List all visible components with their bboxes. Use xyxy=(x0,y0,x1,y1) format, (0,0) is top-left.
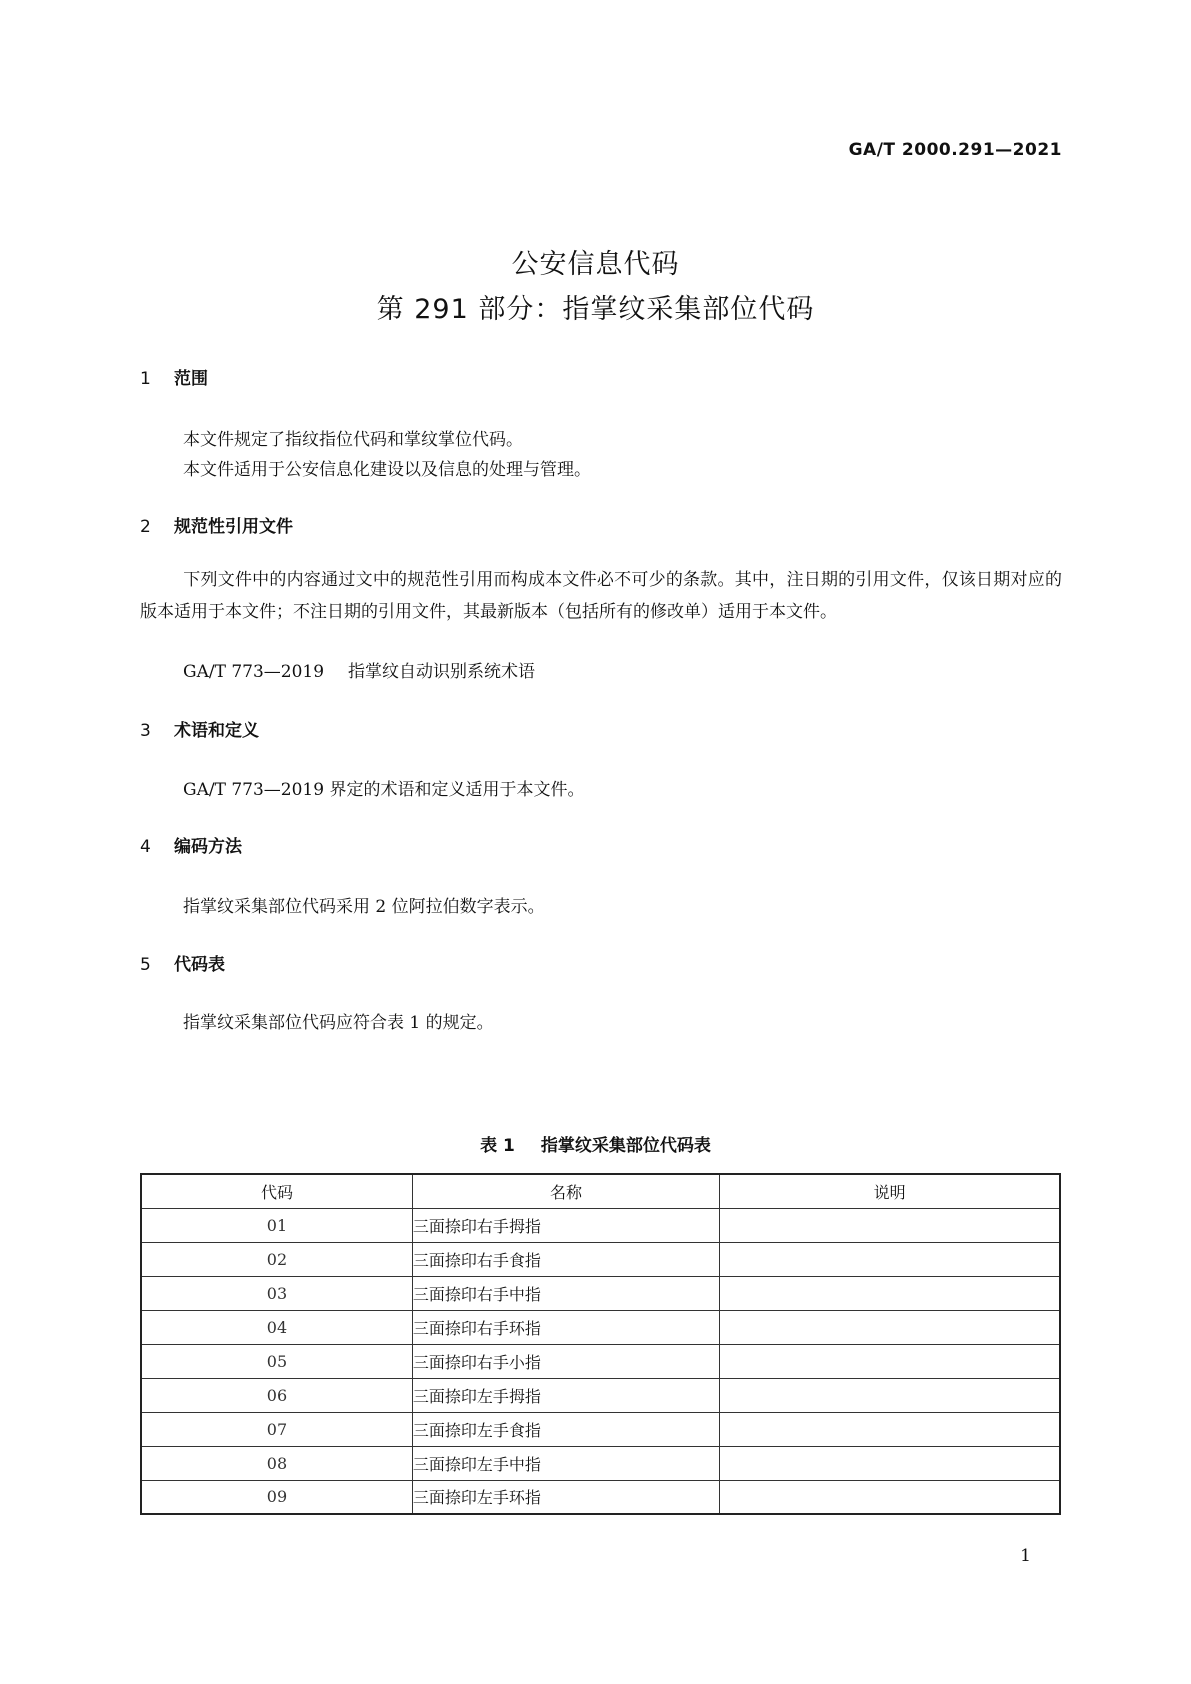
table-caption-label: 表 1 xyxy=(480,1136,515,1156)
cell-description xyxy=(720,1446,1060,1480)
table-row xyxy=(141,1208,1060,1242)
section-title: 规范性引用文件 xyxy=(174,517,293,537)
cell-name: 三面捺印右手小指 xyxy=(412,1344,719,1378)
cell-code: 02 xyxy=(141,1242,412,1276)
table-caption-title: 指掌纹采集部位代码表 xyxy=(540,1136,711,1156)
table-row xyxy=(141,1378,1060,1412)
cell-code: 03 xyxy=(141,1276,412,1310)
table-row xyxy=(141,1480,1060,1514)
section-title: 代码表 xyxy=(174,955,225,975)
document-subtitle: 第 291 部分：指掌纹采集部位代码 xyxy=(376,294,815,325)
section-number: 1 xyxy=(140,369,151,389)
cell-name: 三面捺印右手拇指 xyxy=(412,1208,719,1242)
table-row xyxy=(141,1412,1060,1446)
normative-reference xyxy=(183,657,535,682)
cell-description xyxy=(720,1242,1060,1276)
section-number: 2 xyxy=(140,517,151,537)
coding-paragraph: 指掌纹采集部位代码采用 2 位阿拉伯数字表示。 xyxy=(183,897,545,917)
header-code: 代码 xyxy=(141,1174,412,1208)
cell-name: 三面捺印右手食指 xyxy=(412,1242,719,1276)
normative-paragraph xyxy=(140,564,1062,628)
table-row xyxy=(141,1310,1060,1344)
section-number: 3 xyxy=(140,721,151,741)
scope-paragraph-1: 本文件规定了指纹指位代码和掌纹掌位代码。 xyxy=(183,430,523,450)
table-header-row xyxy=(141,1174,1060,1208)
cell-code: 07 xyxy=(141,1412,412,1446)
cell-description xyxy=(720,1480,1060,1514)
section-title: 术语和定义 xyxy=(174,721,259,741)
reference-code: GA/T 773—2019 xyxy=(183,662,325,682)
cell-description xyxy=(720,1412,1060,1446)
cell-description xyxy=(720,1344,1060,1378)
cell-name: 三面捺印左手食指 xyxy=(412,1412,719,1446)
cell-name: 三面捺印右手中指 xyxy=(412,1276,719,1310)
section-heading-normative xyxy=(140,512,293,537)
reference-title: 指掌纹自动识别系统术语 xyxy=(348,662,536,682)
codetable-paragraph: 指掌纹采集部位代码应符合表 1 的规定。 xyxy=(183,1013,494,1033)
cell-description xyxy=(720,1276,1060,1310)
cell-description xyxy=(720,1378,1060,1412)
cell-description xyxy=(720,1310,1060,1344)
cell-code: 08 xyxy=(141,1446,412,1480)
cell-code: 06 xyxy=(141,1378,412,1412)
cell-code: 01 xyxy=(141,1208,412,1242)
section-number: 4 xyxy=(140,837,151,857)
header-name: 名称 xyxy=(412,1174,719,1208)
cell-code: 09 xyxy=(141,1480,412,1514)
section-title: 范围 xyxy=(174,369,208,389)
section-heading-terms xyxy=(140,716,259,741)
document-title: 公安信息代码 xyxy=(511,249,680,280)
page-number: 1 xyxy=(1020,1546,1031,1566)
cell-description xyxy=(720,1208,1060,1242)
table-row xyxy=(141,1344,1060,1378)
scope-paragraph-2: 本文件适用于公安信息化建设以及信息的处理与管理。 xyxy=(183,460,591,480)
cell-code: 05 xyxy=(141,1344,412,1378)
section-heading-scope xyxy=(140,364,208,389)
table-caption xyxy=(0,1131,1191,1156)
header-description: 说明 xyxy=(720,1174,1060,1208)
cell-name: 三面捺印左手中指 xyxy=(412,1446,719,1480)
section-number: 5 xyxy=(140,955,151,975)
standard-code: GA/T 2000.291—2021 xyxy=(848,140,1062,160)
cell-name: 三面捺印左手环指 xyxy=(412,1480,719,1514)
terms-paragraph: GA/T 773—2019 界定的术语和定义适用于本文件。 xyxy=(183,780,585,800)
cell-name: 三面捺印右手环指 xyxy=(412,1310,719,1344)
section-heading-coding xyxy=(140,832,242,857)
normative-text: 下列文件中的内容通过文中的规范性引用而构成本文件必不可少的条款。其中，注日期的引用文件，仅该日期对应的版本适用于本文件；不注日期的引用文件，其最新版本（包括所有的修改单）适用于本文件。 xyxy=(140,570,1062,622)
table-row xyxy=(141,1242,1060,1276)
cell-name: 三面捺印左手拇指 xyxy=(412,1378,719,1412)
cell-code: 04 xyxy=(141,1310,412,1344)
code-table xyxy=(140,1173,1061,1515)
table-row xyxy=(141,1276,1060,1310)
table-row xyxy=(141,1446,1060,1480)
section-heading-codetable xyxy=(140,950,225,975)
section-title: 编码方法 xyxy=(174,837,242,857)
